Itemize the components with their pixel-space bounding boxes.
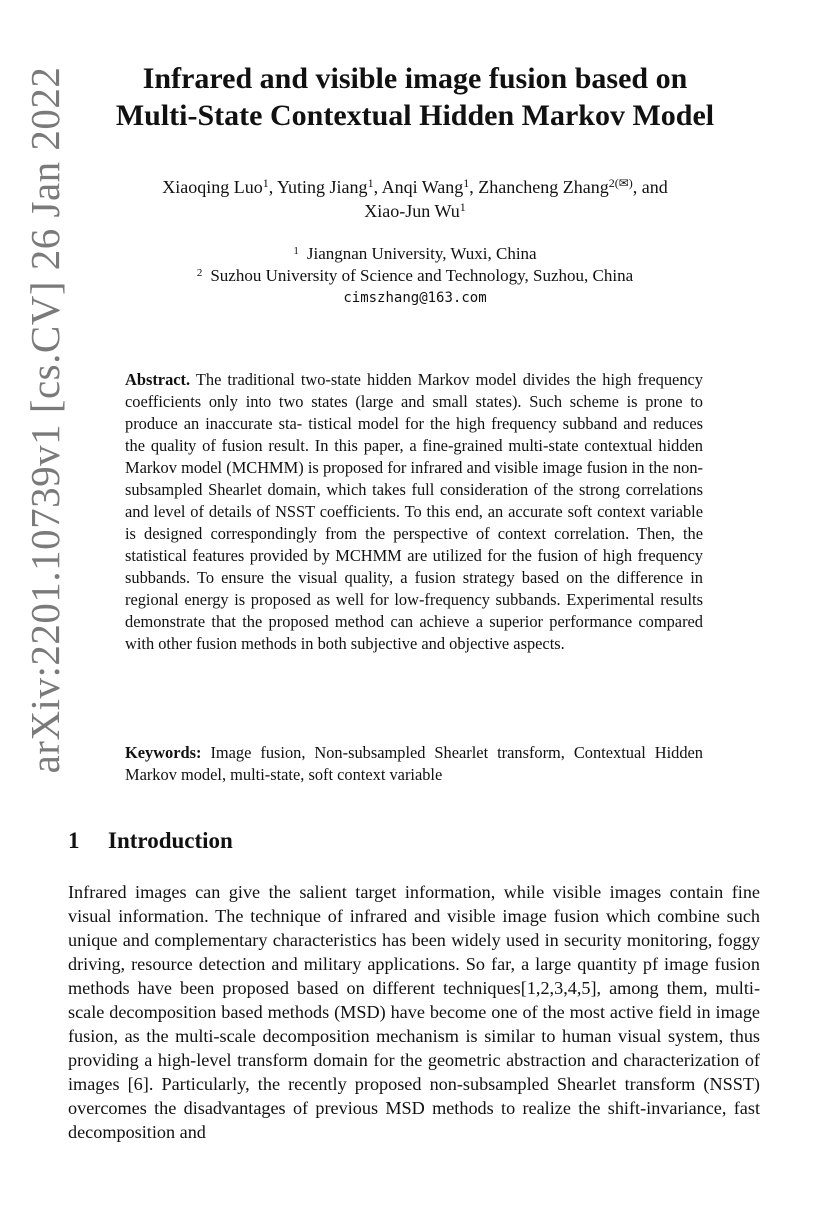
section-title: Introduction: [108, 828, 233, 853]
keywords: [125, 742, 703, 786]
author-name: Xiaoqing Luo: [162, 177, 263, 197]
affiliation-mark: 2: [196, 266, 203, 279]
author-affiliation-mark: 1: [262, 176, 269, 190]
author-affiliation-mark: 1: [459, 200, 466, 214]
affiliation-line: [90, 243, 740, 265]
affiliations: [90, 243, 740, 309]
author-name: Anqi Wang: [381, 177, 464, 197]
affiliation-mark: 1: [293, 244, 299, 257]
author-list: Xiaoqing Luo$^1$, Yuting Jiang$^1$, Anqi Wang$^1$, Zhancheng Zhang$^{2(✉)}$, and Xiao-Jun Wu$^1$: [162, 176, 668, 221]
section-heading: [68, 828, 233, 854]
title-line-1: Infrared and visible image fusion based on: [142, 62, 688, 95]
contact-email: cimszhang@163.com: [343, 290, 487, 306]
affiliation-line: [90, 265, 740, 287]
affiliation-text: Suzhou University of Science and Technology, Suzhou, China: [210, 266, 634, 285]
title-line-2: Multi-State Contextual Hidden Markov Model: [115, 99, 715, 132]
affiliation-text: Jiangnan University, Wuxi, China: [306, 244, 537, 263]
author-affiliation-mark: 2(✉): [608, 176, 633, 190]
author-affiliation-mark: 1: [367, 176, 374, 190]
author-name: Zhancheng Zhang: [478, 177, 609, 197]
paper-title: [70, 60, 760, 134]
author-name: Yuting Jiang: [277, 177, 368, 197]
author-name: Xiao-Jun Wu: [364, 201, 460, 221]
abstract: [125, 369, 703, 655]
intro-paragraph: Infrared images can give the salient target information, while visible images contain fine visual information. The technique of infrared and visible image fusion which combine such unique and complementary characteristics has been widely used in security monitoring, foggy driving, resource detection and military applications. So far, a large quantity pf image fusion methods have been proposed based on different techniques[1,2,3,4,5], among them, multi-scale decomposition based methods (MSD) have become one of the most active field in image fusion, as the multi-scale decomposition mechanism is similar to human visual system, thus providing a high-level transform domain for the geometric abstraction and characterization of images [6]. Particularly, the recently proposed non-subsampled Shearlet transform (NSST) overcomes the disadvantages of previous MSD methods to realize the shift-invariance, fast decomposition and: [68, 882, 760, 1142]
keywords-label: Keywords:: [125, 743, 202, 762]
keywords-text: Image fusion, Non-subsampled Shearlet transform, Contextual Hidden Markov model, multi-state, soft context variable: [125, 743, 703, 784]
arxiv-identifier: arXiv:2201.10739v1 [cs.CV] 26 Jan 2022: [22, 66, 68, 774]
author-affiliation-mark: 1: [463, 176, 470, 190]
section-number: 1: [68, 828, 80, 853]
abstract-text: The traditional two-state hidden Markov model divides the high frequency coefficients only into two states (large and small states). Such scheme is prone to produce an inaccurate sta- tistical model for the high frequency subband and reduces the quality of fusion result. In this paper, a fine-grained multi-state contextual hidden Markov model (MCHMM) is proposed for infrared and visible image fusion in the non-subsampled Shearlet domain, which takes full consideration of the strong correlations and level of details of NSST coefficients. To this end, an accurate soft context variable is designed correspondingly from the perspective of context correlation. Then, the statistical features provided by MCHMM are utilized for the fusion of high frequency subbands. To ensure the visual quality, a fusion strategy based on the difference in regional energy is proposed as well for low-frequency subbands. Experimental results demonstrate that the proposed method can achieve a superior performance compared with other fusion methods in both subjective and objective aspects.: [125, 370, 703, 653]
author-conjunction: and: [641, 177, 668, 197]
abstract-label: Abstract.: [125, 370, 191, 389]
